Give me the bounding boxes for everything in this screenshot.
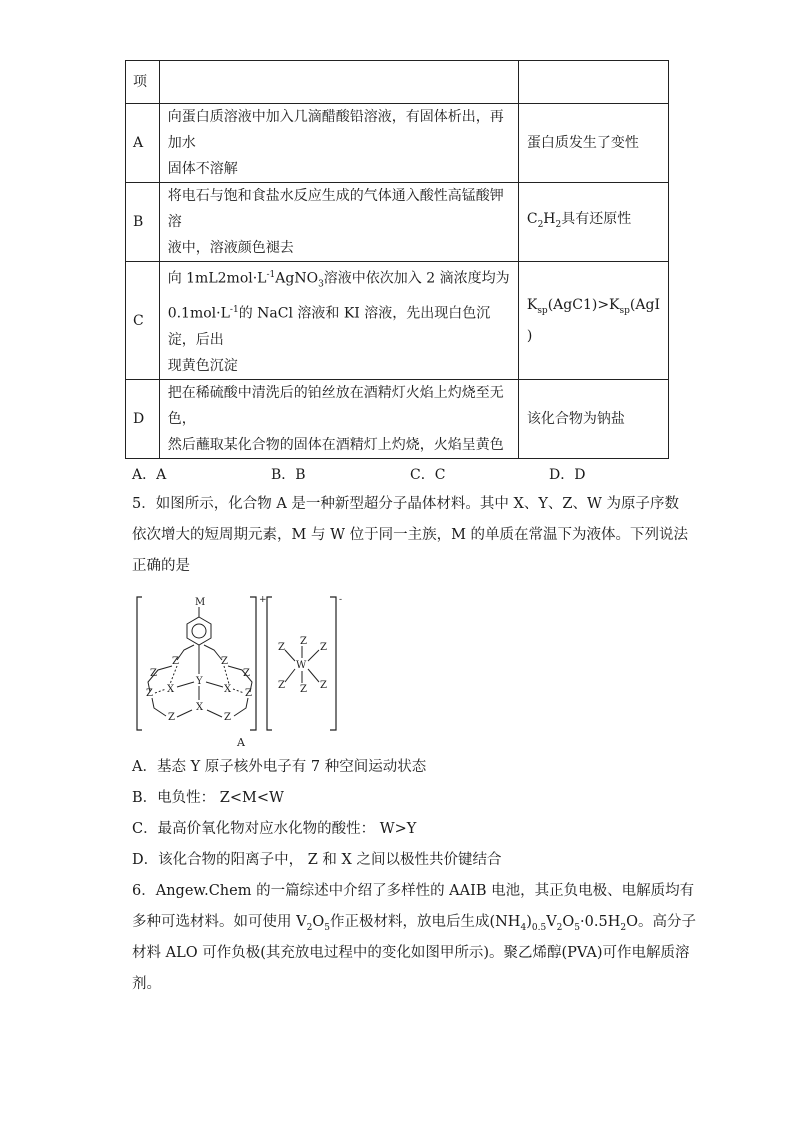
option-b: B．B [271,467,306,483]
row-conclusion [518,183,668,262]
subscript: 5 [324,922,330,933]
bond [177,710,192,717]
row-line [168,297,510,353]
dashed-bond [224,666,229,684]
atom-z: Z [278,680,285,691]
row-conclusion: 该化合物为钠盐 [518,380,668,459]
bracket-left [137,597,142,730]
row-label: D [126,380,160,459]
subscript: 3 [318,279,324,290]
row-line: 然后蘸取某化合物的固体在酒精灯上灼烧，火焰呈黄色 [167,437,504,454]
atom-w: W [296,660,307,671]
atom-z: Z [172,656,179,667]
table-row [126,183,669,262]
atom-x-left: X [167,684,175,695]
subscript: 0.5 [531,922,547,933]
question-5-stem [132,489,689,582]
option-line: B．电负性： Z<M<W [132,790,284,806]
table-row [126,262,669,380]
text-part: 作正极材料，放电后生成(NH [329,914,521,930]
experiment-table [125,60,669,459]
row-conclusion: 蛋白质发生了变性 [518,104,668,183]
text-part: AgNO [275,270,319,287]
benzene-ring [187,617,211,645]
stem-line: 正确的是 [132,558,190,574]
option-line: C．最高价氧化物对应水化物的酸性： W>Y [132,821,417,837]
atom-z: Z [300,684,307,695]
bracket-right [250,597,256,730]
row-line: 现黄色沉淀 [167,358,238,375]
bracket-left-anion [267,597,272,730]
text-part: K [526,296,538,313]
bond [177,682,194,687]
charge-plus: + [259,595,267,605]
subscript: 4 [520,922,527,933]
text-part: ·0.5H [580,914,621,930]
bond [177,645,194,660]
bond [204,645,222,660]
dashed-bond [233,689,244,693]
subscript: 5 [574,922,581,933]
row-operation [159,104,518,183]
atom-y: Y [196,676,203,687]
atom-z: Z [146,688,153,699]
subscript: 2 [620,922,627,933]
row-operation [159,380,518,459]
formula-h: H [543,211,556,228]
text-part: O [562,914,575,930]
stem-line [132,907,696,938]
row-line: 将电石与饱和食盐水反应生成的气体通入酸性高锰酸钾溶 [167,188,504,230]
row-line: 固体不溶解 [167,161,238,177]
text-part: (AgI [629,296,660,313]
bond [285,650,295,661]
atom-z: Z [278,642,285,653]
subscript: sp [619,305,630,316]
question-6-stem [132,876,696,1000]
superscript: -1 [266,270,276,280]
row-label: C [126,262,160,380]
charge-minus: - [339,595,343,605]
bond [234,698,248,716]
conclusion-text: 具有还原性 [561,211,632,228]
row-line: 液中，溶液颜色褪去 [167,240,294,256]
row-line [168,262,510,297]
bond [207,710,222,717]
text-part: 的 NaCl 溶液和 KI 溶液，先出现白色沉淀，后出 [167,306,491,349]
option-c: C．C [410,467,446,483]
row-label: A [126,104,160,183]
option-a: A．A [132,467,167,483]
atom-z: Z [300,636,307,647]
option-line: D．该化合物的阳离子中， Z 和 X 之间以极性共价键结合 [132,852,502,868]
dashed-bond [170,666,177,684]
table-row [126,380,669,459]
option-line: A．基态 Y 原子核外电子有 7 种空间运动状态 [132,759,427,775]
table-row [126,104,669,183]
text-part: 多种可选材料。如可使用 V [132,914,307,930]
text-part: ) [526,914,532,930]
text-part: (AgC1)>K [547,296,620,313]
subscript: 2 [537,219,544,230]
formula-c: C [526,211,538,228]
text-part: 溶液中依次加入 2 滴浓度均为 [323,270,510,287]
header-label: 项 [126,61,160,104]
atom-m: M [195,597,206,608]
superscript: -1 [229,305,239,316]
text-part: O。高分子 [626,914,696,930]
atom-z: Z [224,712,231,723]
row-operation [159,262,518,380]
row-line: 把在稀硫酸中清洗后的铂丝放在酒精灯火焰上灼烧至无色， [167,385,504,428]
bond [308,650,319,661]
benzene-circle [192,624,206,638]
stem-line: 5．如图所示，化合物 A 是一种新型超分子晶体材料。其中 X、Y、Z、W 为原子序数 [132,496,680,512]
stem-line: 6．Angew.Chem 的一篇综述中介绍了多样性的 AAIB 电池，其正负电极、电解质均有 [132,883,695,899]
row-conclusion [518,262,668,380]
atom-z: Z [168,712,175,723]
atom-z: Z [243,668,250,679]
atom-z: Z [245,688,252,699]
atom-x-right: X [224,684,232,695]
atom-z: Z [150,668,157,679]
bond [152,698,166,716]
subscript: sp [537,305,548,316]
stem-line: 依次增大的短周期元素，M 与 W 位于同一主族，M 的单质在常温下为液体。下列说法 [132,527,689,543]
header-content [159,61,518,104]
option-d: D．D [549,467,586,483]
subscript: 2 [306,922,313,933]
atom-z: Z [320,680,327,691]
subscript: 2 [555,219,562,230]
stem-line: 剂。 [132,976,161,992]
bond [206,682,223,687]
figure-caption: A [237,736,245,749]
row-label: B [126,183,160,262]
bond [308,669,319,682]
header-conclusion [518,61,668,104]
dashed-bond [155,689,166,693]
question-5-options [132,752,672,876]
compound-a-structure [132,592,352,750]
text-part: 0.1mol·L [167,306,230,323]
atom-z: Z [221,656,228,667]
table-header-row [126,61,669,104]
subscript: 2 [556,922,563,933]
atom-z: Z [320,642,327,653]
atom-x-bottom: X [196,702,204,713]
text-part: V [546,914,557,930]
text-part: 向 1mL2mol·L [167,270,267,287]
bracket-right-anion [330,597,336,730]
stem-line: 材料 ALO 可作负极(其充放电过程中的变化如图甲所示)。聚乙烯醇(PVA)可作电解质溶 [132,945,690,961]
bond [285,669,295,682]
text-part: ) [526,328,533,345]
text-part: O [312,914,325,930]
row-operation [159,183,518,262]
row-line: 向蛋白质溶液中加入几滴醋酸铅溶液，有固体析出，再加水 [167,109,504,151]
